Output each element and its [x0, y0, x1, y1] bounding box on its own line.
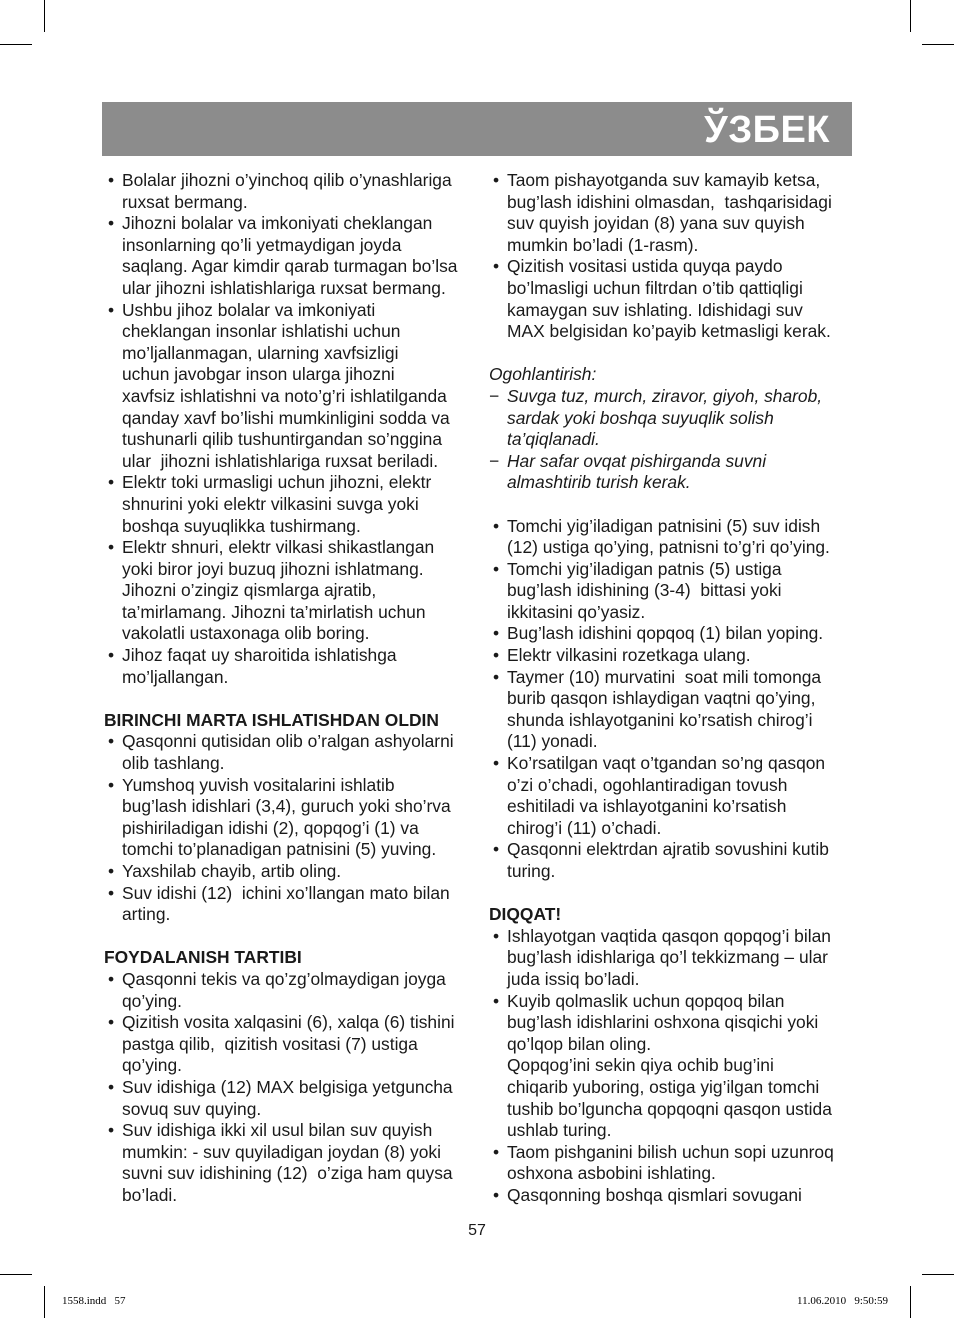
footer-file-info: 1558.indd 57: [62, 1295, 126, 1307]
bullet-marker: •: [493, 623, 500, 644]
crop-mark-bottom-left-vertical: [44, 1286, 45, 1318]
list-item: [489, 559, 869, 624]
list-item: [104, 170, 476, 213]
list-item: [489, 645, 869, 667]
bullet-marker: •: [108, 861, 115, 881]
bullet-marker: •: [108, 882, 115, 903]
list-item: [489, 1185, 869, 1207]
list-item: [104, 300, 476, 473]
instruction-section: [489, 516, 869, 883]
list-item: [104, 1120, 476, 1206]
bullet-marker: •: [493, 256, 500, 277]
list-item-text: Qasqonning boshqa qismlari sovugani: [507, 1184, 802, 1205]
right-column: [489, 170, 869, 1207]
list-item: [104, 775, 476, 861]
list-item: [489, 926, 869, 991]
bullet-marker: •: [108, 645, 115, 666]
list-item-text: Har safar ovqat pishirganda suvni almashtirib turish kerak.: [507, 450, 767, 493]
list-item: [489, 839, 869, 882]
bullet-marker: •: [108, 968, 115, 989]
list-item: [489, 667, 869, 753]
list-item-text: Qasqonni elektrdan ajratib sovushini kutib turing.: [507, 839, 829, 881]
list-item-text: Qasqonni tekis va qo’zg’olmaydigan joyga qo’ying.: [122, 968, 446, 1011]
list-item: [489, 451, 869, 494]
list-item-text: Elektr vilkasini rozetkaga ulang.: [507, 645, 751, 666]
bullet-marker: •: [108, 1076, 115, 1097]
list-item: [489, 170, 869, 256]
bullet-marker: •: [108, 537, 115, 558]
bullet-marker: •: [493, 753, 500, 774]
bullet-marker: •: [493, 1184, 500, 1205]
list-item-text: Ushbu jihoz bolalar va imkoniyati cheklangan insonlar ishlatishi uchun mo’ljallanmagan, ularning xavfsizligi uchun javobgar inson ularga jihozni xavfsiz ishlatishni va noto’g’ri ishlatilganda qanday xavf bo’lishi mumkinligini sodda va tushunarli qilib tushuntirgandan so’nggina ular jihozni ishlatishlariga ruxsat beriladi.: [122, 299, 450, 471]
crop-mark-top-right-horizontal: [922, 44, 954, 45]
bullet-marker: •: [493, 558, 500, 579]
footer-timestamp: 11.06.2010 9:50:59: [797, 1295, 888, 1307]
list-item-text: Taom pishayotganda suv kamayib ketsa, bug’lash idishini olmasdan, tashqarisidagi suv quyish joyidan (8) yana suv quyish mumkin bo’ladi (1-rasm).: [507, 170, 832, 255]
left-column: [104, 170, 476, 1207]
list-item-text: Yaxshilab chayib, artib oling.: [122, 861, 342, 881]
list-item-text: Bug’lash idishini qopqoq (1) bilan yoping.: [507, 623, 824, 644]
section-heading: DIQQAT!: [489, 904, 562, 925]
dash-marker: −: [489, 385, 500, 406]
dash-marker: −: [489, 450, 500, 471]
list-item-text: Elektr toki urmasligi uchun jihozni, elektr shnurini yoki elektr vilkasini suvga yoki boshqa suyuqlikka tushirmang.: [122, 472, 432, 536]
list-item: [104, 883, 476, 926]
bullet-marker: •: [108, 170, 115, 190]
list-item-text: Suv idishiga ikki xil usul bilan suv quyish mumkin: - suv quyiladigan joydan (8) yoki suvni suv idishining (12) o’ziga ham quysa bo’ladi.: [122, 1120, 453, 1205]
list-item-text: Ko’rsatilgan vaqt o’tgandan so’ng qasqon o’zi o’chadi, ogohlantiradigan tovush eshitiladi va ishlayotganini ko’rsatish chirog’i (11) o’chadi.: [507, 753, 826, 838]
bullet-marker: •: [493, 515, 500, 536]
list-item-text: Qizitish vosita xalqasini (6), xalqa (6) tishini pastga qilib, qizitish vositasi (7) ustiga qo’ying.: [122, 1012, 455, 1076]
list-item-text: Jihozni bolalar va imkoniyati cheklangan insonlarning qo’li yetmaydigan joyda saqlang. Agar kimdir qarab turmagan bo’lsa ular jihozni ishlatishlariga ruxsat bermang.: [122, 213, 458, 298]
list-item: [489, 516, 869, 559]
list-item-text: Tomchi yig’iladigan patnisini (5) suv idish (12) ustiga qo’ying, patnisni to’g’ri qo’ying.: [507, 515, 830, 558]
list-item-text: Jihoz faqat uy sharoitida ishlatishga mo’ljallangan.: [122, 645, 397, 687]
list-item-text: Suvga tuz, murch, ziravor, giyoh, sharob, sardak yoki boshqa suyuqlik solish ta’qiqlanadi.: [507, 385, 823, 450]
warning-block: [489, 364, 869, 494]
bullet-marker: •: [493, 170, 500, 190]
bullet-marker: •: [108, 731, 115, 752]
list-item-text: Elektr shnuri, elektr vilkasi shikastlangan yoki biror joyi buzuq jihozni ishlatmang. Jihozni o’zingiz qismlarga ajratib, ta’mirlamang. Jihozni ta’mirlatish uchun vakolatli ustaxonaga olib boring.: [122, 537, 435, 644]
crop-mark-top-left-horizontal: [0, 44, 32, 45]
list-item-text: Suv idishi (12) ichini xo’llangan mato bilan arting.: [122, 882, 450, 925]
crop-mark-bottom-right-vertical: [910, 1286, 911, 1318]
list-item: [489, 623, 869, 645]
section-heading: FOYDALANISH TARTIBI: [104, 947, 302, 968]
list-item-text: Qizitish vositasi ustida quyqa paydo bo’lmasligi uchun filtrdan o’tib qattiqligi kamaygan suv ishlating. Idishidagi suv MAX belgisidan ko’payib ketmasligi kerak.: [507, 256, 831, 342]
list-item-text: Taymer (10) murvatini soat mili tomonga burib qasqon ishlaydigan vaqtni qo’ying, shunda ishlayotganini ko’rsatish chirog’i (11) yonadi.: [507, 666, 822, 752]
bullet-marker: •: [108, 472, 115, 493]
bullet-marker: •: [108, 213, 115, 234]
list-item: [104, 1077, 476, 1120]
bullet-marker: •: [108, 774, 115, 795]
list-item-text: Tomchi yig’iladigan patnis (5) ustiga bug’lash idishining (3-4) bittasi yoki ikkitasini qo’yasiz.: [507, 558, 782, 622]
list-item: [489, 753, 869, 839]
list-item-text: Yumshoq yuvish vositalarini ishlatib bug’lash idishlari (3,4), guruch yoki sho’rva pishiriladigan idishi (2), qopqog’i (1) va tomchi to’planadigan patnisini (5) yuving.: [122, 774, 451, 860]
list-item: [104, 472, 476, 537]
list-item: [104, 1012, 476, 1077]
instruction-section: [104, 710, 476, 926]
list-item: [104, 861, 476, 883]
list-item-text: Qasqonni qutisidan olib o’ralgan ashyolarni olib tashlang.: [122, 731, 454, 774]
instruction-section: [489, 170, 869, 343]
section-heading: BIRINCHI MARTA ISHLATISHDAN OLDIN: [104, 709, 439, 730]
list-item: [104, 731, 476, 774]
language-title: ЎЗБЕК: [704, 109, 830, 151]
page-number: 57: [468, 1222, 486, 1239]
bullet-marker: •: [493, 666, 500, 687]
list-item: [104, 969, 476, 1012]
bullet-marker: •: [108, 1120, 115, 1141]
list-item-text: Ishlayotgan vaqtida qasqon qopqog’i bilan bug’lash idishlariga qo’l tekkizmang – ular juda issiq bo’ladi.: [507, 925, 831, 989]
list-item-text: Bolalar jihozni o’yinchoq qilib o’ynashlariga ruxsat bermang.: [122, 170, 452, 212]
bullet-marker: •: [108, 1012, 115, 1033]
instruction-section: [104, 947, 476, 1206]
list-item: [489, 386, 869, 451]
list-item-text: Kuyib qolmaslik uchun qopqoq bilan bug’lash idishlarini oshxona qisqichi yoki qo’lqop bilan oling. Qopqog’ini sekin qiya ochib bug’ini chiqarib yuboring, ostiga yig’ilgan tomchi tushib bo’lguncha qopqoqni qasqon ustida ushlab turing.: [507, 990, 832, 1141]
bullet-marker: •: [493, 839, 500, 860]
bullet-marker: •: [493, 990, 500, 1011]
instruction-section: [104, 170, 476, 688]
list-item: [104, 213, 476, 299]
crop-mark-bottom-left-horizontal: [0, 1274, 32, 1275]
crop-mark-bottom-right-horizontal: [922, 1274, 954, 1275]
bullet-marker: •: [108, 299, 115, 320]
warning-title: Ogohlantirish:: [489, 364, 597, 385]
crop-mark-top-right-vertical: [910, 0, 911, 32]
list-item: [489, 991, 869, 1142]
crop-mark-top-left-vertical: [44, 0, 45, 32]
list-item: [489, 256, 869, 342]
list-item-text: Suv idishiga (12) MAX belgisiga yetguncha sovuq suv quying.: [122, 1076, 453, 1119]
list-item-text: Taom pishganini bilish uchun sopi uzunroq oshxona asbobini ishlating.: [507, 1141, 834, 1184]
bullet-marker: •: [493, 1141, 500, 1162]
list-item: [489, 1142, 869, 1185]
bullet-marker: •: [493, 645, 500, 666]
list-item: [104, 537, 476, 645]
list-item: [104, 645, 476, 688]
bullet-marker: •: [493, 925, 500, 946]
language-header-bar: [102, 102, 852, 156]
instruction-section: [489, 904, 869, 1206]
